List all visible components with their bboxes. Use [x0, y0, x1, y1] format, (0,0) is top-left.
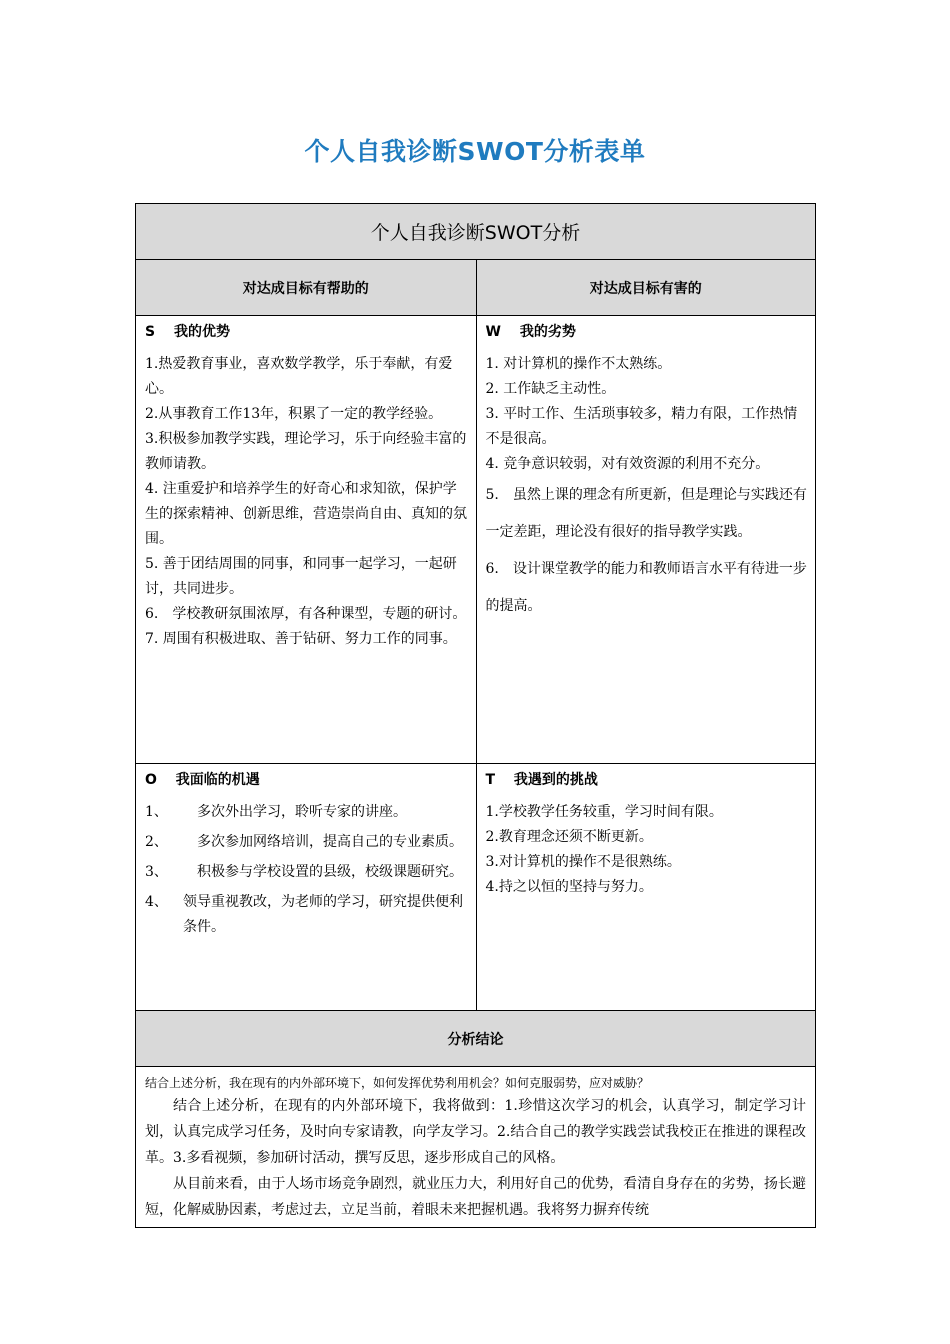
list-item: 6. 学校教研氛围浓厚，有各种课型，专题的研讨。 [145, 606, 467, 622]
table-header-row [136, 204, 815, 259]
threats-title: T 我遇到的挑战 [485, 772, 598, 788]
list-item: 3.积极参加教学实践，理论学习，乐于向经验丰富的教师请教。 [145, 431, 467, 472]
conclusion-cell [136, 1067, 815, 1227]
item-text: 多次参加网络培训，提高自己的专业素质。 [183, 834, 463, 850]
list-item: 5. 善于团结周围的同事，和同事一起学习，一起研讨，共同进步。 [145, 556, 457, 597]
ot-row [136, 763, 815, 1010]
list-item: 2. 工作缺乏主动性。 [485, 381, 616, 397]
weaknesses-title: W 我的劣势 [485, 324, 576, 340]
list-item: 1.学校教学任务较重，学习时间有限。 [485, 804, 723, 820]
list-item [145, 890, 468, 940]
list-item: 2.从事教育工作13年，积累了一定的教学经验。 [145, 406, 443, 422]
column-header-row [136, 259, 815, 315]
list-item: 2.教育理念还须不断更新。 [485, 829, 653, 845]
item-number: 1、 [145, 804, 168, 820]
opportunities-cell [136, 764, 476, 1010]
conclusion-header: 分析结论 [447, 1031, 504, 1048]
list-item: 4. 竞争意识较弱，对有效资源的利用不充分。 [485, 456, 770, 472]
list-item: 1.热爱教育事业，喜欢数学教学，乐于奉献，有爱心。 [145, 356, 453, 397]
list-item: 4. 注重爱护和培养学生的好奇心和求知欲，保护学生的探索精神、创新思维，营造崇尚自由、真知的氛围。 [145, 481, 467, 547]
list-item [145, 860, 468, 885]
strengths-list [145, 352, 468, 652]
list-item: 5. 虽然上课的理念有所更新，但是理论与实践还有一定差距，理论没有很好的指导教学实践。 [485, 487, 807, 540]
strengths-cell [136, 316, 476, 763]
opportunities-title: O 我面临的机遇 [145, 772, 260, 788]
list-item: 4.持之以恒的坚持与努力。 [485, 879, 653, 895]
swot-table [135, 203, 816, 1228]
threats-list [486, 800, 808, 900]
list-item: 3. 平时工作、生活琐事较多，精力有限，工作热情不是很高。 [485, 406, 798, 447]
harmful-header: 对达成目标有害的 [476, 260, 816, 315]
weaknesses-cell [476, 316, 816, 763]
list-item [145, 830, 468, 855]
sw-row [136, 315, 815, 763]
conclusion-paragraph: 结合上述分析，在现有的内外部环境下，我将做到：1.珍惜这次学习的机会，认真学习，制定学习计划，认真完成学习任务，及时向专家请教，向学友学习。2.结合自己的教学实践尝试我校正在推进的课程改革。3.多看视频，参加研讨活动，撰写反思，逐步形成自己的风格。 [145, 1098, 806, 1166]
threats-cell [476, 764, 816, 1010]
document-title: 个人自我诊断SWOT分析表单 [304, 137, 646, 166]
item-text: 领导重视教改，为老师的学习，研究提供便利条件。 [183, 894, 463, 935]
list-item: 6. 设计课堂教学的能力和教师语言水平有待进一步的提高。 [485, 561, 807, 614]
table-header: 个人自我诊断SWOT分析 [370, 222, 581, 244]
conclusion-question: 结合上述分析，我在现有的内外部环境下，如何发挥优势利用机会？如何克服弱势，应对威胁？ [145, 1076, 650, 1090]
item-number: 2、 [145, 834, 168, 850]
item-text: 积极参与学校设置的县级，校级课题研究。 [183, 864, 463, 880]
helpful-header: 对达成目标有帮助的 [242, 280, 369, 297]
weaknesses-list [486, 352, 808, 625]
item-number: 4、 [145, 894, 168, 910]
list-item: 3.对计算机的操作不是很熟练。 [485, 854, 681, 870]
conclusion-header-row [136, 1010, 815, 1066]
strengths-title: S 我的优势 [145, 324, 230, 340]
list-item [145, 800, 468, 825]
item-text: 多次外出学习，聆听专家的讲座。 [183, 804, 407, 820]
list-item: 1. 对计算机的操作不太熟练。 [485, 356, 672, 372]
conclusion-paragraph: 从目前来看，由于人场市场竞争剧烈，就业压力大，利用好自己的优势，看清自身存在的劣势，扬长避短，化解威胁因素，考虑过去，立足当前，着眼未来把握机遇。我将努力摒弃传统 [145, 1176, 806, 1218]
conclusion-row [136, 1066, 815, 1227]
item-number: 3、 [145, 864, 168, 880]
list-item: 7. 周围有积极进取、善于钻研、努力工作的同事。 [145, 631, 457, 647]
